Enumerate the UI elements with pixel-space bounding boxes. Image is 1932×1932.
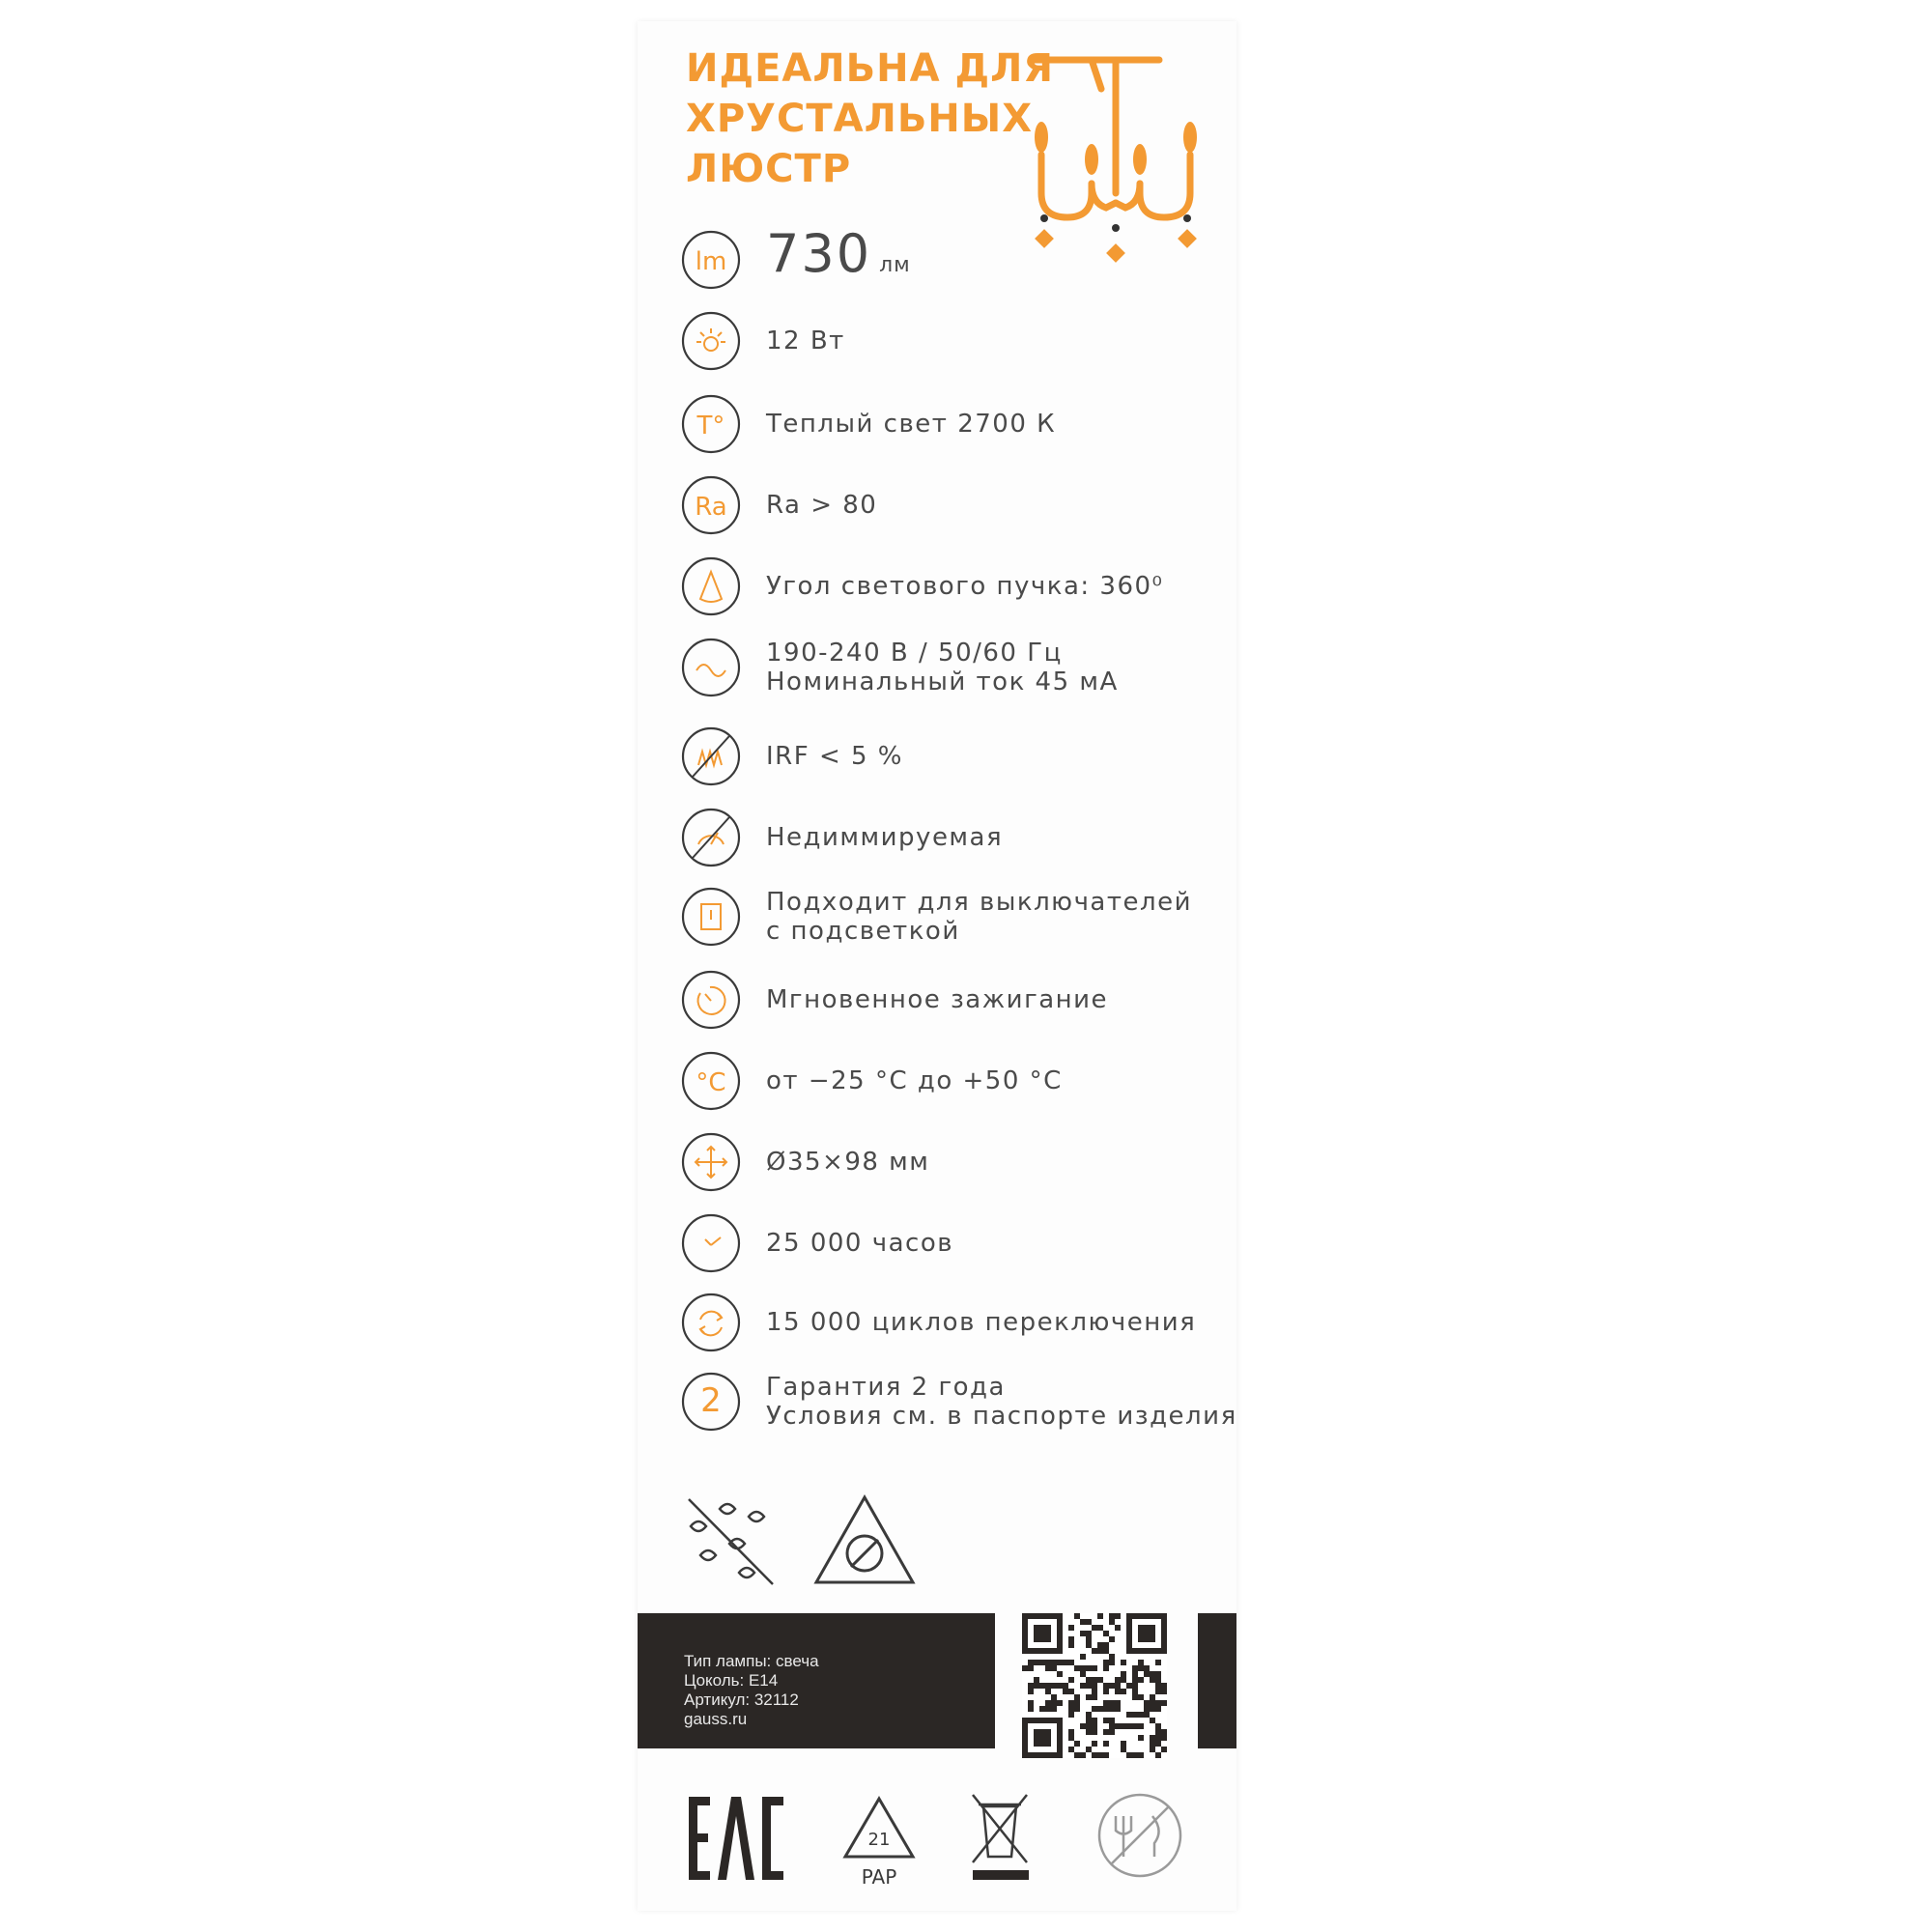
spec-line: 25 000 часов <box>766 1229 954 1258</box>
spec-icon-label: Ra <box>695 493 727 522</box>
spec-icon-label: lm <box>695 247 727 276</box>
spec-text <box>766 1132 929 1192</box>
spec-line <box>766 225 911 295</box>
spec-row <box>681 394 1222 462</box>
spec-row <box>681 311 1222 379</box>
spec-line: Гарантия 2 года <box>766 1373 1006 1402</box>
recycle-code: 21 <box>867 1830 891 1850</box>
temperature-icon <box>681 394 741 454</box>
spec-line: Недиммируемая <box>766 823 1004 852</box>
spec-text <box>766 556 1163 616</box>
spec-row <box>681 808 1222 875</box>
spec-text <box>766 726 903 786</box>
lumen-unit: лм <box>879 253 911 277</box>
spec-line: Условия см. в паспорте изделия <box>766 1402 1237 1431</box>
headline-line-3: ЛЮСТР <box>686 147 852 191</box>
cycles-icon <box>681 1293 741 1352</box>
spec-line: Ø35×98 мм <box>766 1148 930 1177</box>
spec-line: 190-240 В / 50/60 Гц <box>766 639 1063 668</box>
spec-line: 12 Вт <box>766 327 845 355</box>
dark-bar-right <box>1198 1613 1236 1748</box>
spec-text <box>766 1213 953 1273</box>
spec-text <box>766 223 911 290</box>
no-open-flame-icon <box>816 1497 913 1582</box>
spec-text <box>766 394 1056 454</box>
spec-line: IRF < 5 % <box>766 742 904 771</box>
power-bulb-icon <box>681 311 741 371</box>
spec-row <box>681 1213 1222 1281</box>
lumen-icon <box>681 230 741 290</box>
spec-row <box>681 638 1222 705</box>
non-dimmable-icon <box>681 808 741 867</box>
no-water-icon <box>689 1499 773 1584</box>
spec-row <box>681 223 1222 298</box>
not-food-contact-icon <box>1099 1795 1180 1876</box>
spec-text <box>766 887 1192 947</box>
spec-row <box>681 1051 1222 1119</box>
weee-bin-icon <box>973 1795 1027 1862</box>
info-article: Артикул: 32112 <box>684 1690 799 1709</box>
info-lamp-type: Тип лампы: свеча <box>684 1652 819 1670</box>
spec-line: Теплый свет 2700 К <box>766 410 1057 439</box>
spec-text <box>766 1051 1063 1111</box>
spec-row <box>681 1293 1222 1360</box>
spec-text <box>766 1372 1237 1432</box>
spec-line: 15 000 циклов переключения <box>766 1308 1197 1337</box>
spec-line: от −25 °C до +50 °C <box>766 1066 1063 1095</box>
spec-row <box>681 1372 1237 1439</box>
weee-bar <box>973 1870 1029 1880</box>
spec-icon-label: °C <box>696 1068 726 1097</box>
spec-row <box>681 1132 1222 1200</box>
certification-icons <box>681 1787 1203 1893</box>
instant-start-icon <box>681 970 741 1030</box>
spec-text <box>766 475 877 535</box>
care-icons <box>681 1488 932 1594</box>
dimensions-icon <box>681 1132 741 1192</box>
spec-line: Подходит для выключателей <box>766 888 1193 917</box>
spec-row <box>681 887 1222 954</box>
recycle-label: PAP <box>861 1865 897 1889</box>
clock-icon <box>681 1213 741 1273</box>
spec-row <box>681 726 1222 794</box>
info-website: gauss.ru <box>684 1710 748 1728</box>
spec-icon-label: 2 <box>700 1381 722 1420</box>
spec-text <box>766 638 1119 697</box>
product-info-box <box>638 1613 995 1748</box>
warranty-icon <box>681 1372 741 1432</box>
info-base: Цоколь: E14 <box>684 1671 779 1690</box>
spec-line: с подсветкой <box>766 917 960 946</box>
spec-row <box>681 970 1222 1037</box>
spec-text <box>766 808 1003 867</box>
headline-line-1: ИДЕАЛЬНА ДЛЯ <box>686 46 1055 91</box>
spec-text <box>766 970 1108 1030</box>
spec-line: Ra > 80 <box>766 491 878 520</box>
spec-row <box>681 475 1222 543</box>
spec-text <box>766 311 845 371</box>
spec-icon-label: T° <box>696 412 725 440</box>
ac-wave-icon <box>681 638 741 697</box>
switch-icon <box>681 887 741 947</box>
celsius-icon <box>681 1051 741 1111</box>
no-flicker-icon <box>681 726 741 786</box>
spec-line: Мгновенное зажигание <box>766 985 1109 1014</box>
headline <box>686 43 1053 194</box>
spec-row <box>681 556 1222 624</box>
beam-angle-icon <box>681 556 741 616</box>
headline-line-2: ХРУСТАЛЬНЫХ <box>686 97 1034 141</box>
eac-mark <box>689 1797 783 1880</box>
spec-line: Номинальный ток 45 мА <box>766 668 1119 696</box>
qr-code <box>1022 1613 1167 1758</box>
lumen-value: 730 <box>766 223 872 284</box>
spec-text <box>766 1293 1196 1352</box>
spec-line: Угол светового пучка: 360⁰ <box>766 572 1164 601</box>
cri-icon <box>681 475 741 535</box>
